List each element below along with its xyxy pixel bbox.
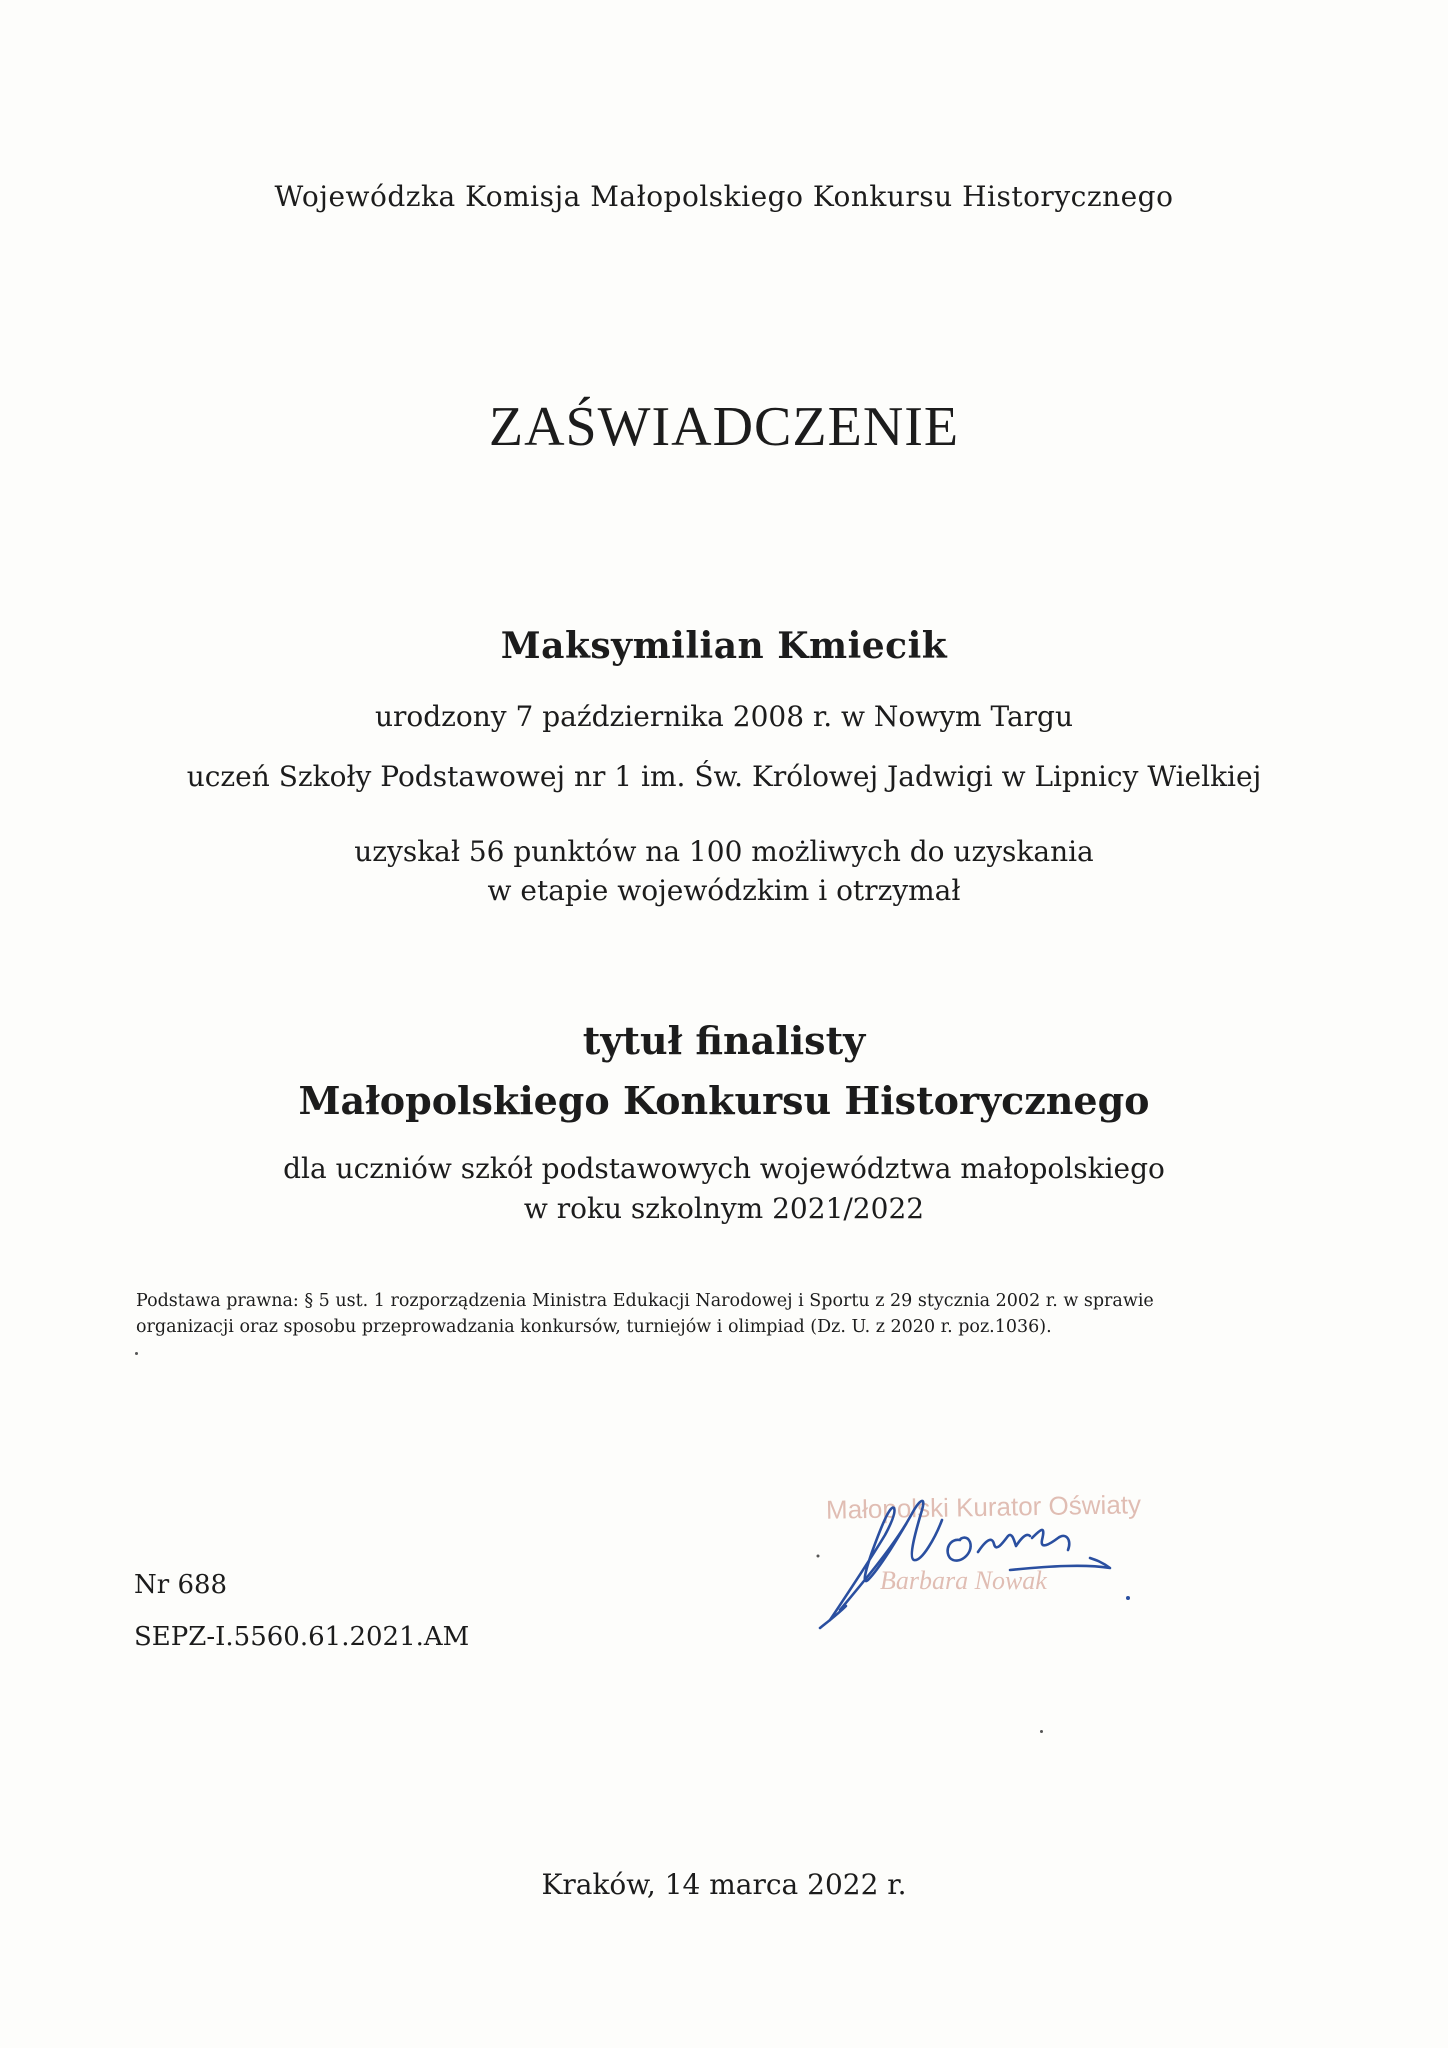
case-reference: SEPZ-I.5560.61.2021.AM (134, 1622, 470, 1652)
legal-basis (136, 1288, 1246, 1340)
legal-basis-line: Podstawa prawna: § 5 ust. 1 rozporządzenia Ministra Edukacji Narodowej i Sportu z 29 stycznia 2002 r. w sprawie (136, 1291, 1154, 1311)
stage-info: w etapie wojewódzkim i otrzymał (487, 874, 961, 907)
issuing-organization: Wojewódzka Komisja Małopolskiego Konkursu Historycznego (274, 180, 1174, 213)
points-info: uzyskał 56 punktów na 100 możliwych do uzyskania (354, 835, 1094, 868)
certificate-number: Nr 688 (134, 1570, 228, 1600)
handwritten-signature (810, 1480, 1150, 1640)
speck (135, 1352, 138, 1355)
legal-basis-line: organizacji oraz sposobu przeprowadzania konkursów, turniejów i olimpiad (Dz. U. z 2020 r. poz.1036). (136, 1317, 1052, 1337)
birth-info: urodzony 7 października 2008 r. w Nowym Targu (374, 700, 1074, 733)
award-title: tytuł finalisty (582, 1018, 866, 1063)
official-stamp: Małopolski Kurator Oświaty (825, 1489, 1142, 1525)
school-info: uczeń Szkoły Podstawowej nr 1 im. Św. Królowej Jadwigi w Lipnicy Wielkiej (186, 760, 1262, 793)
speck (1040, 1730, 1043, 1733)
recipient-name: Maksymilian Kmiecik (500, 625, 948, 667)
audience-info: dla uczniów szkół podstawowych województwa małopolskiego (283, 1152, 1165, 1185)
document-title: ZAŚWIADCZENIE (488, 396, 960, 458)
school-year: w roku szkolnym 2021/2022 (523, 1192, 925, 1225)
award-contest: Małopolskiego Konkursu Historycznego (298, 1078, 1150, 1123)
place-and-date: Kraków, 14 marca 2022 r. (541, 1868, 907, 1901)
official-stamp-name: Barbara Nowak (880, 1566, 1047, 1595)
